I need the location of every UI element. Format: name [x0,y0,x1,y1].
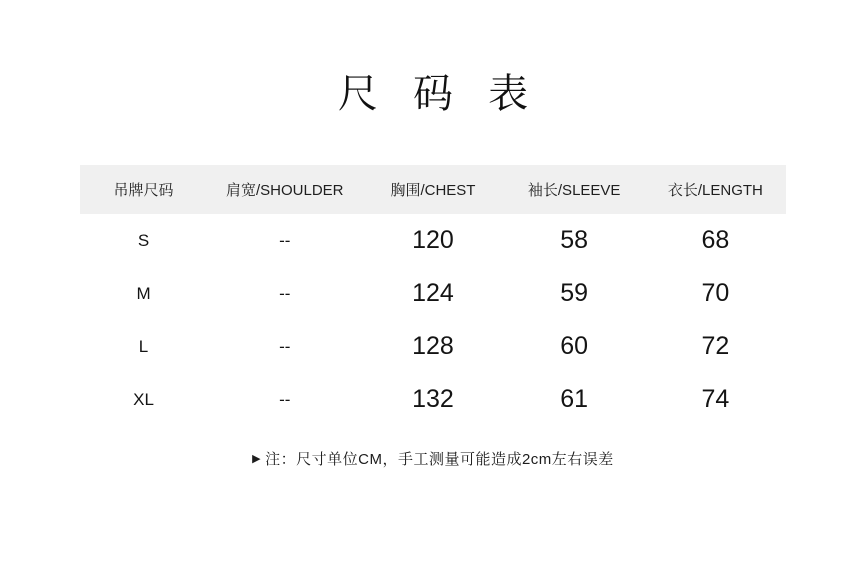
cell-chest: 132 [412,385,454,413]
triangle-bullet-icon: ▶ [252,453,262,465]
cell-sleeve: 61 [560,385,589,413]
column-header-chest: 胸围/CHEST [390,182,476,199]
column-header-shoulder: 肩宽/SHOULDER [225,182,344,199]
measurement-note-text: 注：尺寸单位CM，手工测量可能造成2cm左右误差 [265,451,614,468]
cell-shoulder: -- [279,283,291,303]
cell-shoulder: -- [279,389,291,409]
column-header-size: 吊牌尺码 [113,182,174,199]
cell-length: 72 [701,332,730,360]
size-chart-page [0,62,866,570]
cell-size: S [137,230,150,250]
cell-sleeve: 59 [560,279,589,307]
cell-length: 68 [701,226,730,254]
table-header [80,165,786,214]
cell-chest: 128 [412,332,454,360]
table-header-row [80,165,786,214]
table-row [80,267,786,320]
page-title: 尺 码 表 [337,72,541,116]
measurement-note [80,448,786,469]
cell-size: M [136,283,151,303]
size-table [80,165,786,426]
cell-size: L [138,336,149,356]
column-header-length: 衣长/LENGTH [667,182,763,199]
cell-sleeve: 58 [560,226,589,254]
cell-shoulder: -- [279,336,291,356]
size-table-container [80,165,786,426]
table-body [80,214,786,426]
cell-length: 74 [701,385,730,413]
table-row [80,373,786,426]
cell-chest: 120 [412,226,454,254]
table-row [80,214,786,267]
cell-sleeve: 60 [560,332,589,360]
cell-chest: 124 [412,279,454,307]
table-row [80,320,786,373]
cell-shoulder: -- [279,230,291,250]
column-header-sleeve: 袖长/SLEEVE [527,182,621,199]
cell-size: XL [133,389,154,409]
cell-length: 70 [701,279,730,307]
